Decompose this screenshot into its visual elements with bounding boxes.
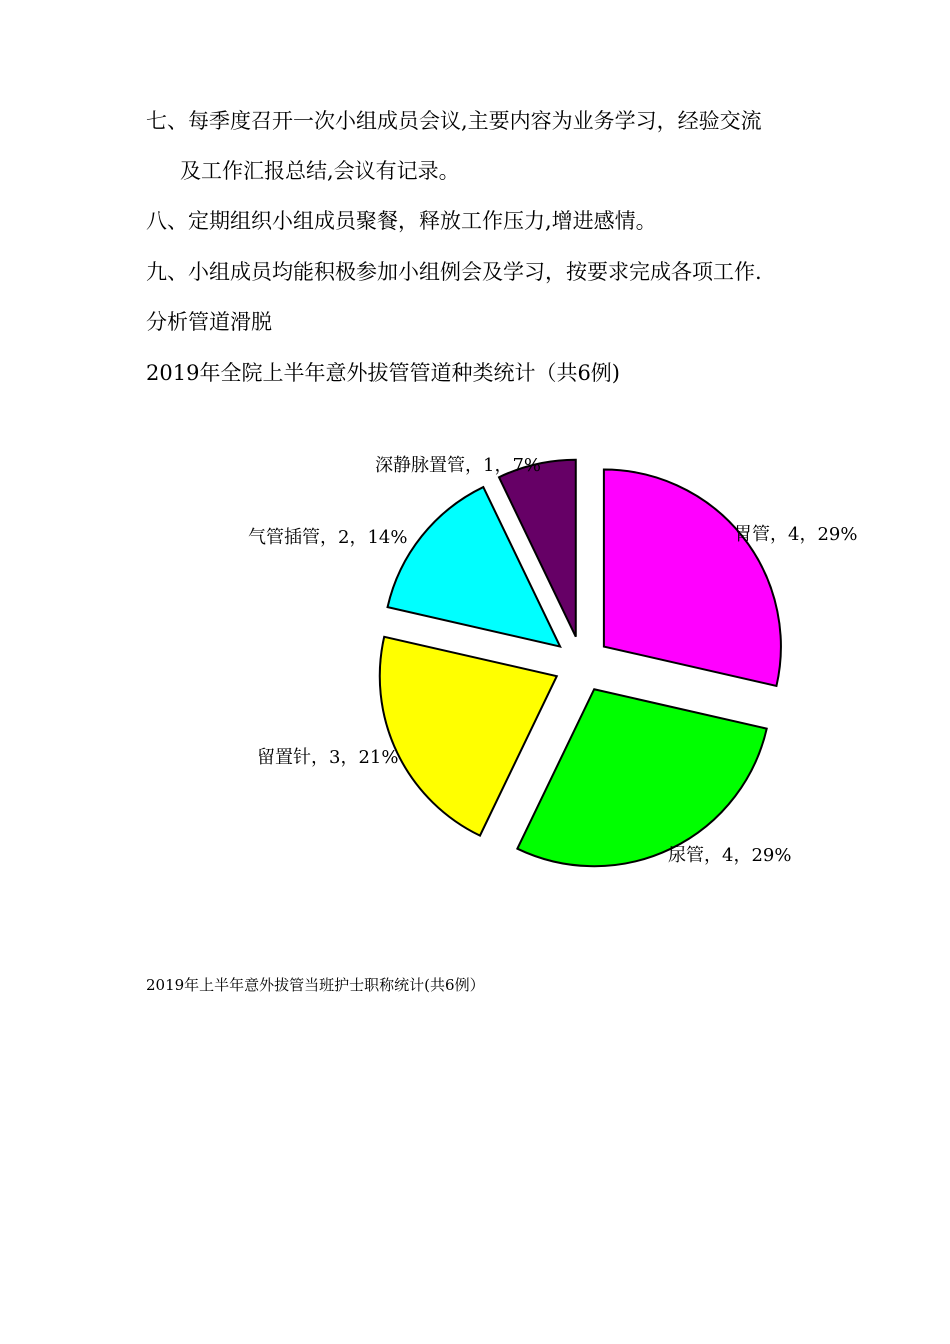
paragraph-seven-line2: 及工作汇报总结,会议有记录。 bbox=[180, 159, 460, 183]
pie-label-5: 深静脉置管，1，7% bbox=[375, 455, 542, 476]
pie-label-4: 气管插管，2，14% bbox=[248, 527, 408, 548]
chart-title: 2019年全院上半年意外拔管管道种类统计（共6例) bbox=[146, 361, 620, 385]
pie-label-2: 尿管，4，29% bbox=[668, 845, 792, 866]
pie-label-1: 胃管，4，29% bbox=[734, 524, 858, 545]
paragraph-nine: 九、小组成员均能积极参加小组例会及学习，按要求完成各项工作. bbox=[146, 260, 762, 284]
pie-label-3: 留置针，3，21% bbox=[257, 747, 399, 768]
second-chart-caption: 2019年上半年意外拔管当班护士职称统计(共6例） bbox=[146, 976, 485, 994]
paragraph-seven-line1: 七、每季度召开一次小组成员会议,主要内容为业务学习，经验交流 bbox=[146, 109, 762, 133]
pie-slice-1 bbox=[604, 470, 781, 686]
pie-slice-2 bbox=[517, 689, 766, 866]
section-heading: 分析管道滑脱 bbox=[146, 310, 272, 334]
pie-slice-3 bbox=[380, 637, 557, 836]
paragraph-eight: 八、定期组织小组成员聚餐，释放工作压力,增进感情。 bbox=[146, 209, 657, 233]
pie-slices bbox=[380, 460, 781, 867]
